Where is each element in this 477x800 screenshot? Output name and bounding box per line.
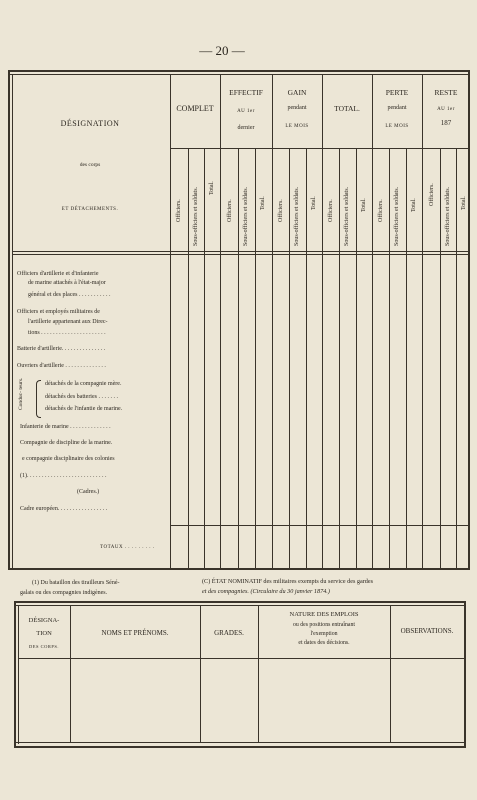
section-c-subtitle: et des compagnies. (Circulaire du 30 janvier 1874.) — [202, 588, 330, 595]
table2-right-border — [464, 601, 466, 748]
row-label: détachés de la compagnie mère. — [45, 381, 122, 387]
perte-header: PERTE — [385, 88, 409, 97]
reste-header: RESTE — [434, 88, 458, 97]
sub-header-sous-officiers: Sous-officiers et soldats. — [445, 186, 451, 246]
page-number: — 20 — — [199, 43, 245, 58]
subcol-line — [238, 148, 239, 568]
row-label: Officiers et employés militaires de — [17, 309, 100, 315]
sub-header-officiers: Officiers. — [328, 199, 334, 222]
table-left-border — [8, 70, 10, 570]
reste-sub1: AU 1er — [437, 107, 455, 112]
table2-col-line — [70, 605, 71, 742]
sub-header-total: Total. — [361, 198, 367, 212]
sub-header-officiers: Officiers. — [378, 199, 384, 222]
effectif-sub2: dernier — [237, 125, 255, 131]
row-label: (Cadres.) — [77, 489, 100, 495]
subcol-line — [389, 148, 390, 568]
gain-sub2: LE MOIS — [285, 124, 309, 129]
table2-nature-header: NATURE DES EMPLOIS — [289, 611, 359, 618]
table2-col-line — [200, 605, 201, 742]
sub-header-total: Total. — [260, 196, 266, 210]
row-label: e compagnie disciplinaire des colonies — [22, 456, 115, 462]
sub-header-sous-officiers: Sous-officiers et soldats. — [243, 186, 249, 246]
sub-header-sous-officiers: Sous-officiers et soldats. — [344, 186, 350, 246]
table2-designation: DÉSIGNA- — [28, 617, 60, 624]
row-label: Officiers d'artillerie et d'infanterie — [17, 271, 99, 277]
row-label: Ouvriers d'artillerie . . . . . . . . . . . . . . — [17, 363, 106, 369]
table2-header-divider — [18, 658, 464, 659]
table2-nature-4: et dates des décisions. — [298, 640, 350, 646]
gain-sub1: pendant — [287, 105, 307, 111]
row-label: Batterie d'artillerie. . . . . . . . . . . . . . . — [17, 346, 106, 352]
subcol-line — [356, 148, 357, 568]
effectif-header: EFFECTIF — [229, 88, 263, 97]
subcol-line — [255, 148, 256, 568]
table2-bottom-border — [14, 746, 466, 748]
designation-sub1: des corps — [79, 162, 101, 168]
section-c-title: (C) ÉTAT NOMINATIF des militaires exempts du service des gardes — [202, 578, 374, 585]
table2-noms-header: NOMS ET PRÉNOMS. — [101, 629, 169, 637]
row-label: général et des places . . . . . . . . . . . — [28, 292, 111, 298]
table2-designation-3: DES CORPS. — [28, 644, 60, 649]
perte-sub1: pendant — [387, 105, 407, 111]
footnote-cont: galais ou des compagnies indigènes. — [20, 590, 108, 596]
total-header: TOTAL. — [334, 104, 360, 113]
row-label: (1). . . . . . . . . . . . . . . . . . . . . . . . . . . — [20, 473, 107, 479]
group-header-line — [170, 148, 468, 149]
subcol-line — [440, 148, 441, 568]
sub-header-sous-officiers: Sous-officiers et soldats. — [294, 186, 300, 246]
sub-header-sous-officiers: Sous-officiers et soldats. — [193, 186, 199, 246]
gain-header: GAIN — [287, 88, 307, 97]
subcol-line — [306, 148, 307, 568]
subcol-line — [339, 148, 340, 568]
sub-header-officiers: Officiers. — [278, 199, 284, 222]
row-label: détachés des batteries . . . . . . . — [45, 394, 118, 400]
sub-header-officiers: Officiers. — [176, 199, 182, 222]
subcol-line — [204, 148, 205, 568]
sub-header-total: Total. — [209, 181, 215, 195]
header-divider — [12, 251, 468, 252]
sub-header-total: Total. — [411, 198, 417, 212]
designation-sub2: ET DÉTACHEMENTS. — [61, 207, 119, 212]
perte-sub2: LE MOIS — [385, 124, 409, 129]
row-label: détachés de l'infantie de marine. — [45, 406, 123, 412]
footnote: (1) Du bataillon des tirailleurs Séné- — [32, 580, 120, 586]
table2-left-border-inner — [18, 605, 19, 744]
subcol-line — [406, 148, 407, 568]
effectif-sub1: AU 1er — [237, 109, 255, 114]
table2-col-line — [258, 605, 259, 742]
table-bottom-border — [8, 568, 470, 570]
reste-sub2: 187 — [440, 119, 452, 127]
sub-header-total: Total. — [461, 196, 467, 210]
header-divider-2 — [12, 254, 468, 255]
sub-header-officiers: Officiers. — [227, 199, 233, 222]
totals-divider — [170, 525, 468, 526]
table2-designation-2: TION — [36, 630, 52, 637]
table-right-border — [468, 70, 470, 570]
table2-nature-2: ou des positions entraînant — [293, 622, 355, 628]
subcol-line — [289, 148, 290, 568]
table-top-border-inner — [8, 74, 470, 75]
table-top-border — [8, 70, 470, 72]
table-left-border-inner — [12, 74, 13, 570]
brace — [36, 380, 41, 418]
table2-observations-header: OBSERVATIONS. — [400, 627, 454, 635]
conducteurs-label: Conduc- teurs. — [18, 377, 24, 410]
table2-col-line — [390, 605, 391, 742]
subcol-line — [456, 148, 457, 568]
totals-label: TOTAUX . . . . . . . . . — [100, 545, 155, 550]
row-label: Infanterie de marine . . . . . . . . . . . . . . — [20, 424, 111, 430]
table2-left-border — [14, 601, 16, 748]
subcol-line — [188, 148, 189, 568]
row-label: Compagnie de discipline de la marine. — [20, 440, 113, 446]
sub-header-officiers: Officiers. — [429, 183, 435, 206]
table2-grades-header: GRADES. — [214, 629, 244, 637]
sub-header-total: Total. — [311, 196, 317, 210]
row-label: Cadre européen. . . . . . . . . . . . . . . . . — [20, 506, 108, 512]
sub-header-sous-officiers: Sous-officiers et soldats. — [394, 186, 400, 246]
row-label: l'artillerie appartenant aux Direc- — [28, 319, 108, 325]
complet-header: COMPLET — [176, 104, 214, 113]
row-label: tions . . . . . . . . . . . . . . . . . . . . . . — [28, 330, 106, 336]
table2-top-border — [14, 601, 466, 603]
table2-bottom-inner — [14, 742, 466, 743]
table2-nature-3: l'exemption — [310, 631, 338, 637]
table2-top-border-inner — [14, 605, 466, 606]
designation-header: DÉSIGNATION — [60, 119, 120, 128]
row-label: de marine attachés à l'état-major — [28, 280, 106, 286]
